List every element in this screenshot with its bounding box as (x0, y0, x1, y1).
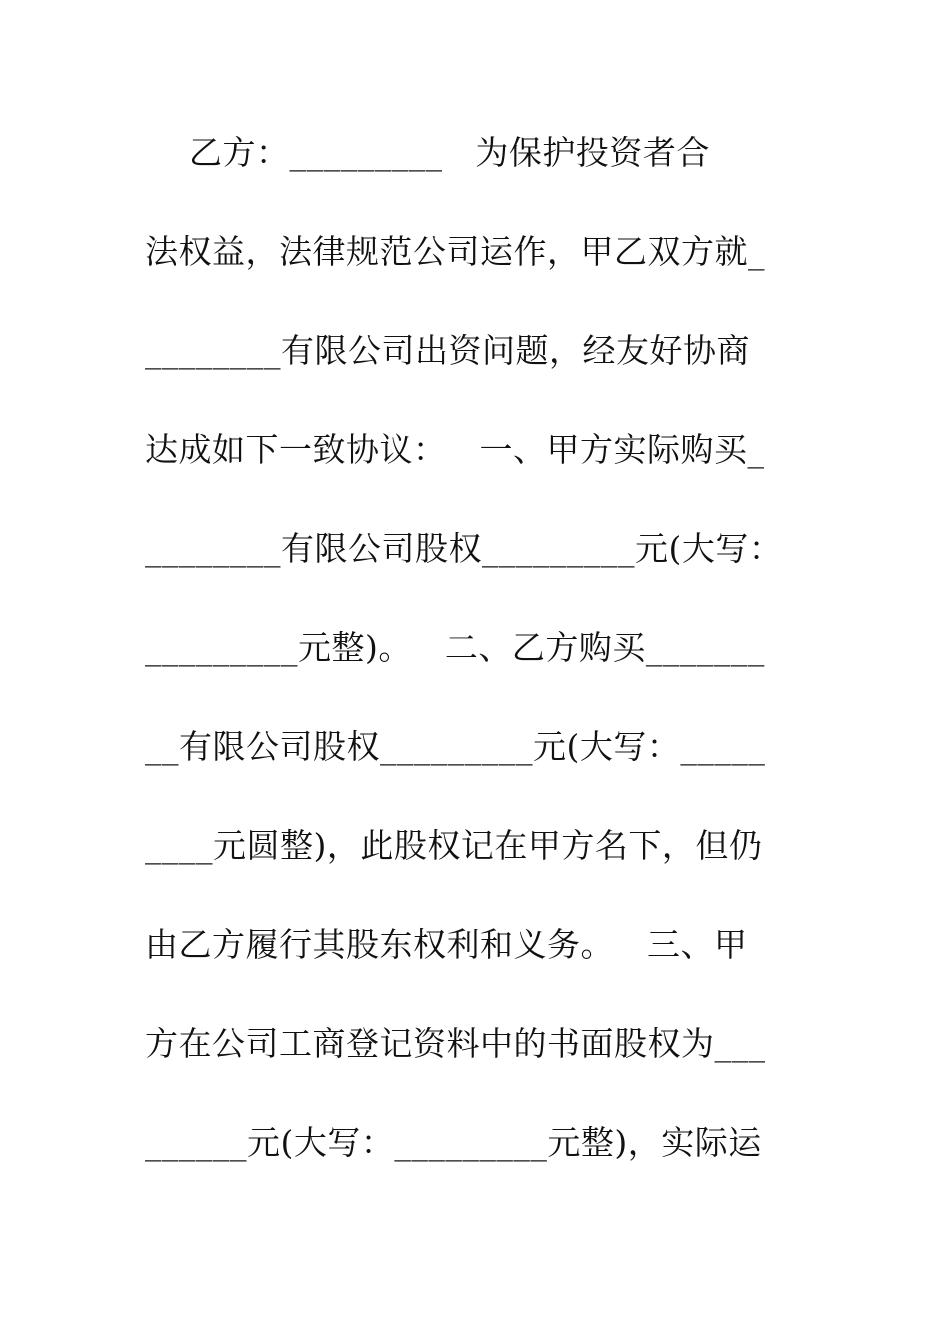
text-line: __有限公司股权_________元(大写：_____ (145, 727, 766, 766)
text-line: ________有限公司出资问题，经友好协商 (145, 331, 750, 370)
text-line: 由乙方履行其股东权利和义务。 三、甲 (145, 925, 748, 964)
text-line: 方在公司工商登记资料中的书面股权为___ (145, 1024, 766, 1063)
text-line: 达成如下一致协议： 一、甲方实际购买_ (145, 430, 765, 469)
text-line: ____元圆整)，此股权记在甲方名下，但仍 (145, 826, 763, 865)
text-line: 法权益，法律规范公司运作，甲乙双方就_ (145, 232, 765, 271)
text-line: ______元(大写：_________元整)，实际运 (145, 1123, 762, 1162)
text-line: 乙方：_________ 为保护投资者合 (145, 133, 710, 172)
text-line: _________元整)。 二、乙方购买_______ (145, 628, 765, 667)
agreement-text (145, 125, 805, 1214)
text-line: ________有限公司股权_________元(大写： (145, 529, 783, 568)
